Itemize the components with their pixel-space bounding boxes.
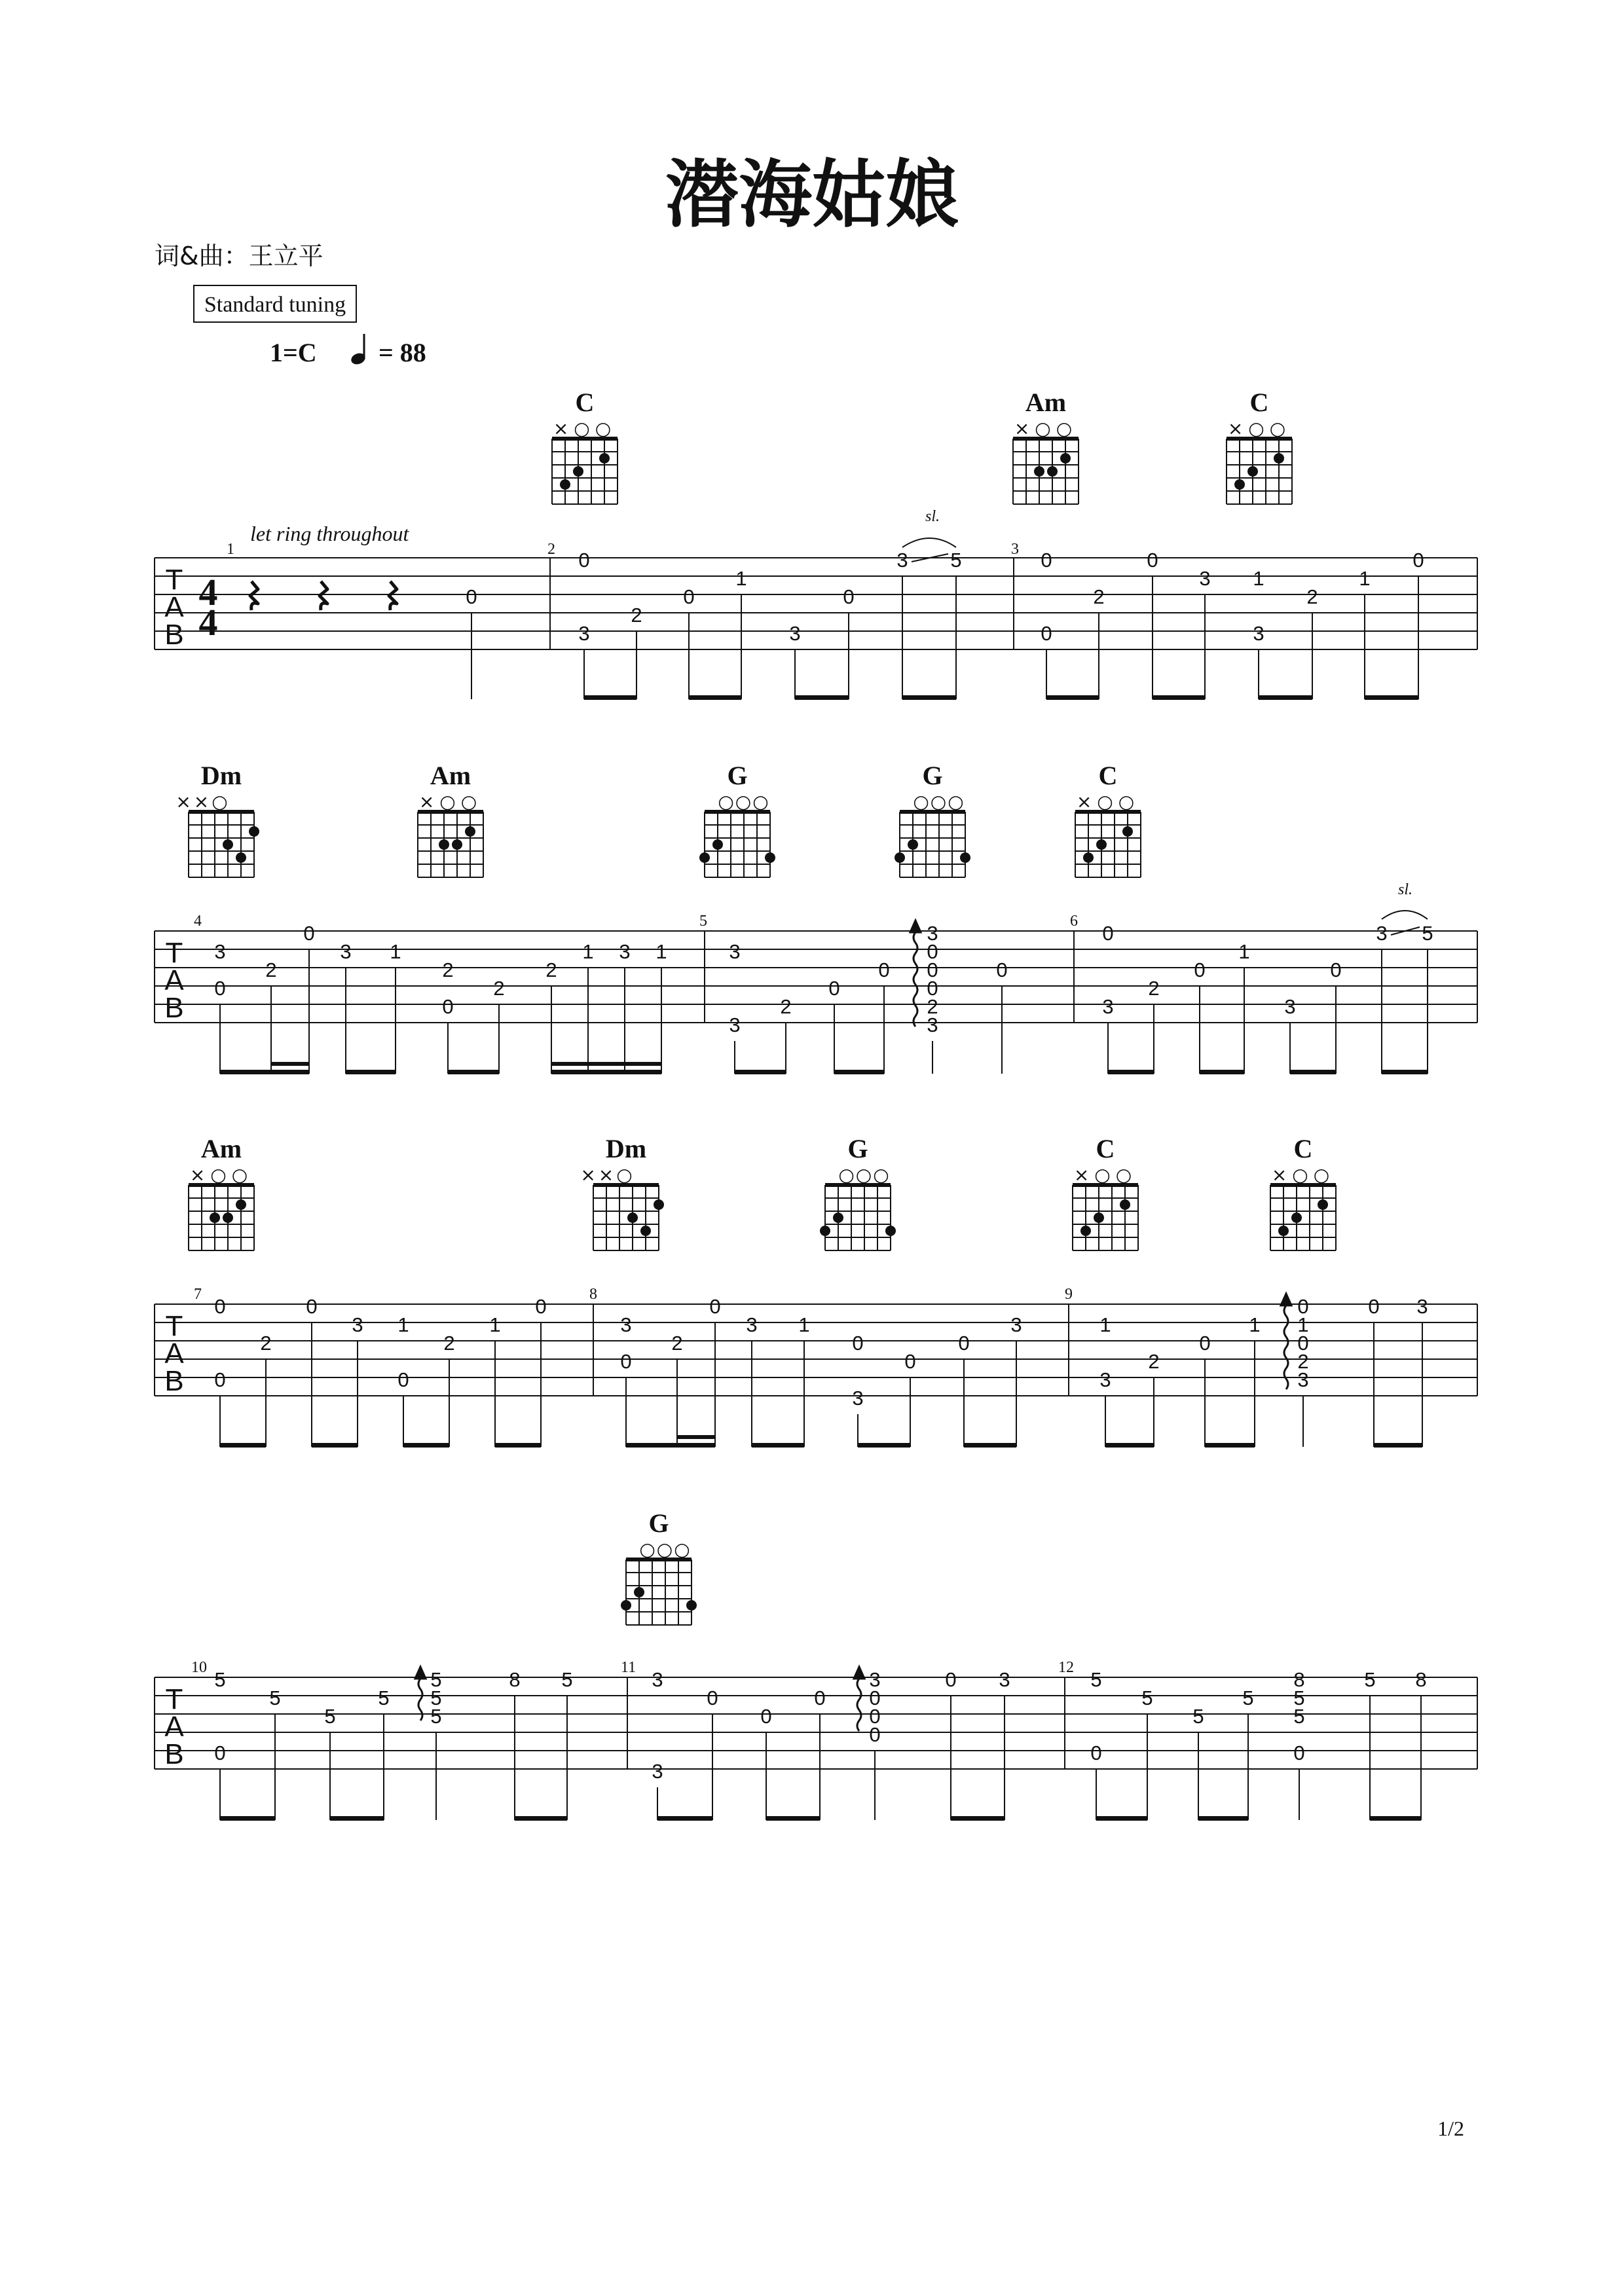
finger-dots [1234, 453, 1284, 490]
svg-text:5: 5 [214, 1668, 226, 1691]
svg-text:0: 0 [869, 1705, 881, 1728]
svg-text:5: 5 [1090, 1668, 1102, 1691]
arpeggio-arrow-icon [415, 1667, 426, 1721]
svg-text:1: 1 [489, 1313, 501, 1336]
song-title: 潜海姑娘 [665, 153, 959, 238]
svg-text:2: 2 [442, 958, 454, 981]
svg-text:1: 1 [1238, 940, 1250, 963]
chord-diagram-G [895, 761, 970, 877]
chord-diagram-C [1073, 1134, 1138, 1250]
svg-text:1: 1 [1297, 1313, 1309, 1336]
svg-text:8: 8 [509, 1668, 521, 1691]
chord-diagram-G [699, 761, 775, 877]
svg-text:3: 3 [652, 1760, 663, 1783]
svg-text:1: 1 [1359, 567, 1371, 590]
string-markers: ○○○ [639, 1539, 692, 1560]
chord-diagram-Am [1013, 388, 1079, 504]
svg-text:0: 0 [843, 585, 855, 608]
svg-text:0: 0 [214, 1368, 226, 1391]
svg-text:1: 1 [735, 567, 747, 590]
svg-text:0: 0 [1330, 958, 1342, 981]
arpeggio-arrow-icon [854, 1667, 864, 1731]
svg-text:0: 0 [535, 1295, 547, 1318]
svg-text:5: 5 [1192, 1705, 1204, 1728]
rhythm-beams [220, 1062, 1428, 1074]
fretboard-grid [552, 439, 618, 504]
svg-text:0: 0 [1199, 1332, 1211, 1355]
svg-text:B: B [164, 1365, 184, 1397]
svg-text:T: T [165, 1683, 183, 1715]
string-markers: ○○○ [838, 1164, 891, 1186]
chord-name: C [1249, 388, 1269, 417]
svg-text:5: 5 [430, 1668, 442, 1691]
time-signature [199, 571, 218, 644]
svg-text:2: 2 [443, 1332, 455, 1355]
rhythm-beams [220, 1435, 1422, 1448]
svg-text:0: 0 [869, 1723, 881, 1746]
quarter-rest-icon [250, 581, 258, 610]
svg-text:0: 0 [1293, 1741, 1305, 1764]
svg-text:T: T [165, 1310, 183, 1342]
svg-text:5: 5 [1364, 1668, 1376, 1691]
svg-text:4: 4 [198, 571, 218, 613]
quarter-rest-icon [320, 581, 327, 610]
chord-name: G [648, 1508, 669, 1538]
chord-name: Am [1025, 388, 1067, 417]
svg-text:0: 0 [466, 585, 477, 608]
svg-text:3: 3 [620, 1313, 632, 1336]
fretboard-grid [1013, 439, 1079, 504]
string-markers: ××○ [580, 1164, 635, 1186]
svg-text:sl.: sl. [1397, 881, 1413, 898]
tab-clef [164, 1310, 184, 1397]
measure-number: 10 [191, 1659, 207, 1676]
svg-text:1: 1 [655, 940, 667, 963]
fretboard-grid [593, 1185, 659, 1250]
chord-name: Am [200, 1134, 242, 1163]
svg-text:0: 0 [709, 1295, 721, 1318]
svg-text:0: 0 [442, 995, 454, 1018]
finger-dots [1083, 826, 1133, 863]
chord-name: Dm [605, 1134, 647, 1163]
rhythm-beams [584, 695, 1418, 700]
svg-text:3: 3 [1199, 567, 1211, 590]
string-markers: ×○○ [189, 1164, 253, 1186]
svg-text:0: 0 [904, 1350, 916, 1373]
string-markers: ×○○ [418, 791, 483, 812]
svg-text:0: 0 [1147, 549, 1158, 572]
svg-text:5: 5 [378, 1686, 390, 1709]
svg-text:0: 0 [927, 977, 938, 1000]
svg-text:0: 0 [996, 958, 1008, 981]
tab-clef [164, 564, 184, 651]
chord-name: Am [430, 761, 471, 790]
fret-numbers [214, 1295, 1428, 1410]
credits: 词&曲：王立平 [155, 242, 323, 270]
svg-text:0: 0 [814, 1686, 826, 1709]
quarter-rest-icon [389, 581, 397, 610]
svg-text:3: 3 [1416, 1295, 1428, 1318]
svg-text:3: 3 [340, 940, 352, 963]
chord-diagram-G [820, 1134, 896, 1250]
svg-text:2: 2 [493, 977, 505, 1000]
svg-text:3: 3 [1284, 995, 1296, 1018]
svg-text:3: 3 [927, 1013, 938, 1036]
measure-number: 7 [194, 1286, 202, 1303]
chord-diagram-C [1270, 1134, 1336, 1250]
string-markers: ○○○ [718, 791, 770, 812]
string-markers: ×○○ [1073, 1164, 1137, 1186]
svg-text:2: 2 [631, 604, 642, 627]
measure-number: 8 [589, 1286, 597, 1303]
svg-text:1: 1 [582, 940, 594, 963]
svg-text:2: 2 [780, 995, 792, 1018]
svg-text:5: 5 [950, 549, 962, 572]
svg-text:0: 0 [927, 940, 938, 963]
svg-text:A: A [164, 1338, 184, 1370]
fretboard-grid [1073, 1185, 1138, 1250]
svg-text:2: 2 [927, 995, 938, 1018]
finger-dots [1080, 1199, 1130, 1236]
svg-text:B: B [164, 992, 184, 1024]
svg-text:3: 3 [1297, 1368, 1309, 1391]
string-markers: ×○○ [553, 418, 617, 439]
finger-dots [1278, 1199, 1328, 1236]
svg-text:5: 5 [1422, 922, 1433, 945]
svg-text:5: 5 [324, 1705, 336, 1728]
svg-text:0: 0 [878, 958, 890, 981]
chord-name: G [727, 761, 748, 790]
svg-text:2: 2 [545, 958, 557, 981]
chord-name: Dm [200, 761, 242, 790]
svg-text:2: 2 [1297, 1350, 1309, 1373]
svg-text:0: 0 [306, 1295, 318, 1318]
svg-text:3: 3 [729, 1013, 741, 1036]
measure-number: 3 [1011, 541, 1019, 558]
svg-text:2: 2 [265, 958, 277, 981]
quarter-note-icon [350, 334, 367, 366]
svg-text:3: 3 [1253, 622, 1264, 645]
chord-name: C [575, 388, 595, 417]
fretboard-grid [1075, 812, 1141, 877]
fretboard-grid [1227, 439, 1292, 504]
svg-text:3: 3 [1010, 1313, 1022, 1336]
svg-text:0: 0 [1041, 622, 1052, 645]
svg-text:5: 5 [561, 1668, 573, 1691]
svg-text:5: 5 [1141, 1686, 1153, 1709]
system-4 [155, 1508, 1477, 1821]
tab-staff [155, 931, 1477, 1023]
svg-text:5: 5 [430, 1686, 442, 1709]
svg-text:0: 0 [927, 958, 938, 981]
svg-text:0: 0 [1090, 1741, 1102, 1764]
measure-number: 1 [227, 541, 234, 558]
svg-text:2: 2 [260, 1332, 272, 1355]
measure-number: 12 [1058, 1659, 1074, 1676]
svg-text:0: 0 [828, 977, 840, 1000]
svg-text:2: 2 [1093, 585, 1105, 608]
svg-text:0: 0 [214, 1295, 226, 1318]
svg-text:3: 3 [896, 549, 908, 572]
chord-diagram-C [552, 388, 618, 504]
string-markers: ×○○ [1271, 1164, 1335, 1186]
svg-text:1: 1 [1253, 567, 1264, 590]
svg-text:3: 3 [619, 940, 631, 963]
svg-text:0: 0 [397, 1368, 409, 1391]
svg-text:A: A [164, 591, 184, 623]
string-markers: ×○○ [1076, 791, 1140, 812]
svg-text:0: 0 [760, 1705, 772, 1728]
svg-text:3: 3 [999, 1668, 1010, 1691]
chord-diagram-Am [418, 761, 483, 877]
fretboard-grid [189, 812, 254, 877]
chord-name: C [1096, 1134, 1115, 1163]
chord-name: G [847, 1134, 868, 1163]
page-number: 1/2 [1437, 2117, 1464, 2140]
finger-dots [560, 453, 610, 490]
arpeggio-arrow-icon [910, 920, 921, 1027]
svg-text:0: 0 [214, 1741, 226, 1764]
svg-text:0: 0 [958, 1332, 970, 1355]
tuning-label: Standard tuning [204, 293, 346, 317]
string-markers: ×○○ [1014, 418, 1078, 439]
system-2 [155, 761, 1477, 1074]
chord-diagram-C [1227, 388, 1292, 504]
svg-text:2: 2 [1306, 585, 1318, 608]
svg-text:3: 3 [852, 1387, 864, 1410]
svg-text:1: 1 [1249, 1313, 1261, 1336]
svg-text:0: 0 [1368, 1295, 1380, 1318]
svg-text:8: 8 [1293, 1668, 1305, 1691]
svg-text:0: 0 [852, 1332, 864, 1355]
svg-text:3: 3 [578, 622, 590, 645]
svg-text:5: 5 [1242, 1686, 1254, 1709]
svg-text:1: 1 [798, 1313, 810, 1336]
chord-diagram-Dm [580, 1134, 664, 1250]
measure-number: 4 [194, 913, 202, 930]
chord-diagram-Am [189, 1134, 254, 1250]
svg-text:4: 4 [198, 601, 218, 644]
svg-text:T: T [165, 937, 183, 969]
fret-numbers [466, 549, 1424, 645]
measure-number: 9 [1065, 1286, 1073, 1303]
svg-text:0: 0 [1194, 958, 1206, 981]
svg-text:0: 0 [214, 977, 226, 1000]
svg-text:3: 3 [927, 922, 938, 945]
svg-text:sl.: sl. [925, 508, 940, 525]
svg-text:0: 0 [578, 549, 590, 572]
svg-text:3: 3 [729, 940, 741, 963]
svg-text:B: B [164, 1738, 184, 1770]
svg-text:A: A [164, 1711, 184, 1743]
svg-text:3: 3 [789, 622, 801, 645]
svg-text:0: 0 [707, 1686, 718, 1709]
svg-text:0: 0 [1041, 549, 1052, 572]
svg-text:3: 3 [352, 1313, 363, 1336]
measure-number: 2 [547, 541, 555, 558]
svg-text:3: 3 [746, 1313, 758, 1336]
tab-clef [164, 937, 184, 1024]
slide-marking [1382, 881, 1428, 935]
fret-numbers [214, 922, 1433, 1036]
svg-text:0: 0 [683, 585, 695, 608]
svg-text:3: 3 [1102, 995, 1114, 1018]
svg-text:5: 5 [1293, 1686, 1305, 1709]
tab-clef [164, 1683, 184, 1770]
svg-text:A: A [164, 964, 184, 996]
svg-text:2: 2 [671, 1332, 683, 1355]
chord-diagram-G [621, 1508, 697, 1625]
string-markers: ×○○ [1227, 418, 1291, 439]
svg-text:0: 0 [620, 1350, 632, 1373]
fretboard-grid [1270, 1185, 1336, 1250]
chord-diagram-C [1075, 761, 1141, 877]
tab-staff [155, 558, 1477, 649]
svg-text:0: 0 [303, 922, 315, 945]
string-markers: ○○○ [913, 791, 965, 812]
rest-icons [250, 581, 397, 610]
svg-text:0: 0 [1297, 1295, 1309, 1318]
chord-name: C [1293, 1134, 1313, 1163]
svg-text:2: 2 [1148, 1350, 1160, 1373]
fretboard-grid [418, 812, 483, 877]
measure-number: 5 [699, 913, 707, 930]
svg-text:5: 5 [1293, 1705, 1305, 1728]
svg-text:3: 3 [869, 1668, 881, 1691]
svg-text:3: 3 [1376, 922, 1388, 945]
system-1 [155, 388, 1477, 700]
svg-text:0: 0 [1412, 549, 1424, 572]
slide-marking [902, 508, 956, 562]
measure-number: 11 [621, 1659, 637, 1676]
let-ring-text: let ring throughout [250, 522, 409, 545]
svg-text:0: 0 [945, 1668, 957, 1691]
svg-text:0: 0 [1102, 922, 1114, 945]
svg-text:3: 3 [652, 1668, 663, 1691]
svg-text:1: 1 [1099, 1313, 1111, 1336]
svg-text:5: 5 [430, 1705, 442, 1728]
svg-text:5: 5 [269, 1686, 281, 1709]
svg-text:1: 1 [397, 1313, 409, 1336]
svg-text:T: T [165, 564, 183, 596]
chord-name: G [922, 761, 943, 790]
system-3 [155, 1134, 1477, 1448]
svg-text:0: 0 [1297, 1332, 1309, 1355]
svg-text:8: 8 [1415, 1668, 1427, 1691]
tempo-label: = 88 [378, 338, 426, 367]
svg-text:0: 0 [869, 1686, 881, 1709]
measure-number: 6 [1070, 913, 1078, 930]
svg-text:1: 1 [390, 940, 401, 963]
string-markers: ××○ [175, 791, 231, 812]
key-label: 1=C [270, 338, 317, 367]
svg-text:3: 3 [214, 940, 226, 963]
svg-text:B: B [164, 619, 184, 651]
svg-text:2: 2 [1148, 977, 1160, 1000]
chord-name: C [1098, 761, 1118, 790]
svg-text:3: 3 [1099, 1368, 1111, 1391]
chord-diagram-Dm [175, 761, 259, 877]
fretboard-grid [189, 1185, 254, 1250]
